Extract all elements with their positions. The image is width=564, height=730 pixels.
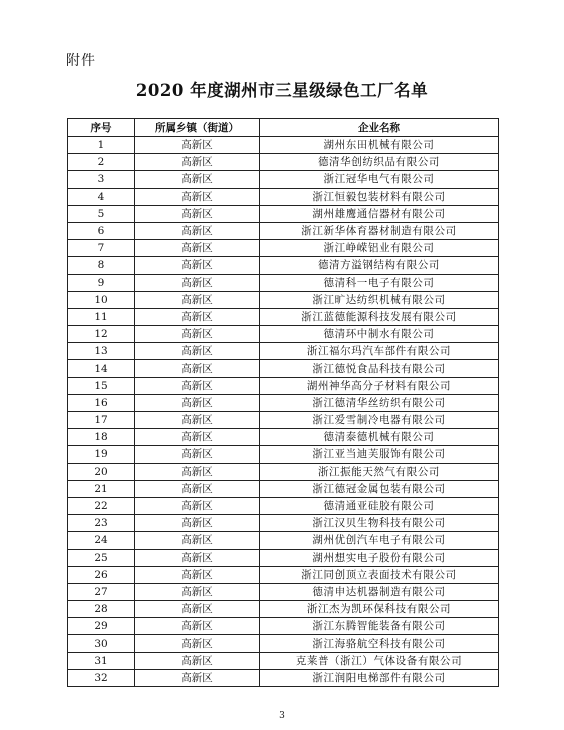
row-township: 高新区 [135,137,260,154]
table-row [68,205,499,222]
row-company-name: 浙江德悦食品科技有限公司 [260,360,499,377]
table-row [68,257,499,274]
row-company-name: 湖州优创汽车电子有限公司 [260,532,499,549]
row-township: 高新区 [135,532,260,549]
row-index: 14 [68,360,135,377]
row-index: 29 [68,618,135,635]
row-township: 高新区 [135,360,260,377]
table-row [68,171,499,188]
table-row [68,222,499,239]
table-row [68,274,499,291]
row-index: 19 [68,446,135,463]
row-index: 1 [68,137,135,154]
row-company-name: 浙江德冠金属包装有限公司 [260,480,499,497]
row-township: 高新区 [135,308,260,325]
row-township: 高新区 [135,154,260,171]
row-index: 17 [68,412,135,429]
row-company-name: 湖州神华高分子材料有限公司 [260,377,499,394]
table-header-row [68,119,499,137]
table-row [68,188,499,205]
table-row [68,377,499,394]
row-index: 24 [68,532,135,549]
row-township: 高新区 [135,601,260,618]
table-row [68,412,499,429]
row-index: 22 [68,497,135,514]
header-index: 序号 [68,119,135,137]
table-row [68,137,499,154]
row-township: 高新区 [135,326,260,343]
row-township: 高新区 [135,446,260,463]
row-township: 高新区 [135,652,260,669]
row-township: 高新区 [135,429,260,446]
row-index: 3 [68,171,135,188]
row-index: 28 [68,601,135,618]
row-index: 32 [68,669,135,686]
row-company-name: 湖州雄鹰通信器材有限公司 [260,205,499,222]
row-township: 高新区 [135,188,260,205]
row-township: 高新区 [135,583,260,600]
row-company-name: 浙江润阳电梯部件有限公司 [260,669,499,686]
row-company-name: 浙江冠华电气有限公司 [260,171,499,188]
row-index: 20 [68,463,135,480]
row-index: 5 [68,205,135,222]
row-township: 高新区 [135,171,260,188]
row-township: 高新区 [135,412,260,429]
row-township: 高新区 [135,240,260,257]
row-township: 高新区 [135,257,260,274]
table-row [68,343,499,360]
row-company-name: 德清申达机器制造有限公司 [260,583,499,600]
row-township: 高新区 [135,635,260,652]
row-company-name: 浙江东腾智能装备有限公司 [260,618,499,635]
table-row [68,463,499,480]
row-company-name: 浙江峥嵘铝业有限公司 [260,240,499,257]
table-row [68,566,499,583]
row-company-name: 浙江新华体育器材制造有限公司 [260,222,499,239]
row-company-name: 克莱普（浙江）气体设备有限公司 [260,652,499,669]
row-company-name: 德清方溢钢结构有限公司 [260,257,499,274]
table-row [68,549,499,566]
row-company-name: 浙江德清华丝纺织有限公司 [260,394,499,411]
row-company-name: 浙江蓝德能源科技发展有限公司 [260,308,499,325]
row-index: 26 [68,566,135,583]
row-township: 高新区 [135,497,260,514]
row-township: 高新区 [135,222,260,239]
row-township: 高新区 [135,394,260,411]
row-company-name: 浙江爱雪制冷电器有限公司 [260,412,499,429]
row-township: 高新区 [135,343,260,360]
row-index: 15 [68,377,135,394]
row-township: 高新区 [135,480,260,497]
row-company-name: 德清科一电子有限公司 [260,274,499,291]
row-township: 高新区 [135,669,260,686]
table-row [68,652,499,669]
row-index: 16 [68,394,135,411]
row-index: 9 [68,274,135,291]
row-company-name: 浙江恒毅包装材料有限公司 [260,188,499,205]
row-township: 高新区 [135,566,260,583]
table-row [68,154,499,171]
table-row [68,635,499,652]
row-company-name: 浙江海骆航空科技有限公司 [260,635,499,652]
row-company-name: 浙江杰为凯环保科技有限公司 [260,601,499,618]
table-row [68,326,499,343]
row-township: 高新区 [135,377,260,394]
header-company-name: 企业名称 [260,119,499,137]
row-index: 10 [68,291,135,308]
table-row [68,480,499,497]
table-row [68,360,499,377]
row-company-name: 德清泰德机械有限公司 [260,429,499,446]
row-index: 11 [68,308,135,325]
row-township: 高新区 [135,549,260,566]
table-body [68,137,499,687]
row-company-name: 浙江振能天然气有限公司 [260,463,499,480]
row-company-name: 德清环中制水有限公司 [260,326,499,343]
factory-list-table [67,118,499,687]
row-index: 6 [68,222,135,239]
header-township: 所属乡镇（街道） [135,119,260,137]
row-company-name: 湖州东田机械有限公司 [260,137,499,154]
table-row [68,429,499,446]
table-row [68,446,499,463]
row-company-name: 浙江亚当迪芙服饰有限公司 [260,446,499,463]
table-row [68,532,499,549]
table-row [68,497,499,514]
table-row [68,618,499,635]
row-company-name: 湖州想实电子股份有限公司 [260,549,499,566]
table-row [68,240,499,257]
row-index: 21 [68,480,135,497]
table-row [68,308,499,325]
row-index: 23 [68,515,135,532]
row-index: 12 [68,326,135,343]
document-title: 2020 年度湖州市三星级绿色工厂名单 [135,81,429,100]
row-township: 高新区 [135,515,260,532]
row-township: 高新区 [135,291,260,308]
row-township: 高新区 [135,274,260,291]
row-index: 30 [68,635,135,652]
row-index: 13 [68,343,135,360]
row-index: 31 [68,652,135,669]
table-row [68,515,499,532]
row-index: 7 [68,240,135,257]
row-township: 高新区 [135,463,260,480]
table-row [68,601,499,618]
row-index: 18 [68,429,135,446]
row-index: 2 [68,154,135,171]
row-company-name: 浙江福尔玛汽车部件有限公司 [260,343,499,360]
row-company-name: 浙江同创顶立表面技术有限公司 [260,566,499,583]
row-company-name: 浙江旷达纺织机械有限公司 [260,291,499,308]
row-company-name: 德清通亚硅胶有限公司 [260,497,499,514]
row-index: 25 [68,549,135,566]
row-index: 8 [68,257,135,274]
table-row [68,394,499,411]
row-company-name: 德清华创纺织品有限公司 [260,154,499,171]
attachment-label: 附件 [66,53,96,69]
table-row [68,669,499,686]
page-number: 3 [279,711,285,721]
row-township: 高新区 [135,618,260,635]
row-index: 27 [68,583,135,600]
table-row [68,583,499,600]
table-row [68,291,499,308]
row-township: 高新区 [135,205,260,222]
row-index: 4 [68,188,135,205]
row-company-name: 浙江汉贝生物科技有限公司 [260,515,499,532]
